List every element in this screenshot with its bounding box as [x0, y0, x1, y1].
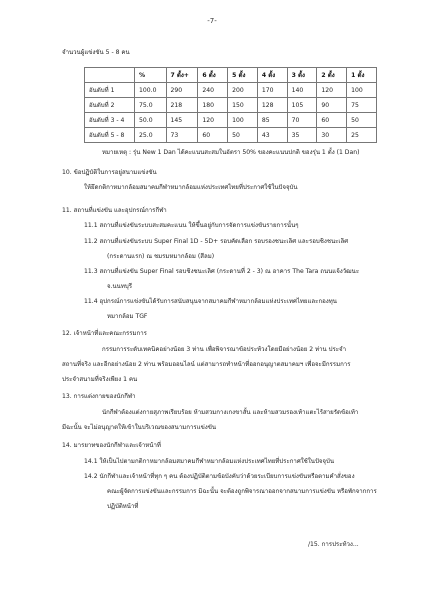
table-cell: 120: [198, 113, 228, 128]
table-cell: อันดับที่ 2: [85, 98, 135, 113]
header-cell: %: [135, 68, 166, 83]
paragraph-line: สถานที่จริง และอีกอย่างน้อย 2 ท่าน พร้อมออนไลน์ แต่สามารถทำหน้าที่ออกอนุญาตสมาคมฯ เพื่อจะมีกรรมการ: [62, 361, 351, 368]
page-number: -7-: [207, 17, 217, 25]
table-cell: 218: [166, 98, 198, 113]
table-cell: 180: [198, 98, 228, 113]
header-cell: [85, 68, 135, 83]
table-cell: 90: [317, 98, 347, 113]
table-cell: 170: [257, 83, 287, 98]
list-item: 14.1 ให้เป็นไปตามกติกาหมากล้อมสมาคมกีฬาหมากล้อมแห่งประเทศไทยที่ประกาศใช้ในปัจจุบัน: [84, 458, 335, 465]
table-cell: อันดับที่ 5 - 8: [85, 128, 135, 143]
table-cell: 25.0: [135, 128, 166, 143]
table-cell: 50.0: [135, 113, 166, 128]
paragraph-line: มีฉะนั้น จะไม่อนุญาตให้เข้าในบริเวณของสนามการแข่งขัน: [62, 424, 217, 431]
table-cell: 100: [347, 83, 377, 98]
section-heading: 14. มารยาทของนักกีฬาและเจ้าหน้าที่: [62, 442, 161, 449]
table-cell: 140: [287, 83, 317, 98]
list-item: 14.2 นักกีฬาและเจ้าหน้าที่ทุก ๆ คน ต้องปฏิบัติตามข้อบังคับว่าด้วยระเบียบการแข่งขันหรือตามคำสั่งของ: [84, 473, 355, 480]
header-cell: 5 ตั้ง: [228, 68, 258, 83]
section-heading: 12. เจ้าหน้าที่และคณะกรรมการ: [62, 330, 147, 337]
list-item: 11.1 สถานที่แข่งขันระบบสะสมคะแนน ให้ขึ้นอยู่กับการจัดการแข่งขันรายการนั้นๆ: [84, 222, 299, 229]
table-cell: 105: [287, 98, 317, 113]
section-heading: 11. สถานที่แข่งขัน และอุปกรณ์การกีฬา: [62, 207, 167, 214]
header-cell: 3 ตั้ง: [287, 68, 317, 83]
header-cell: 2 ตั้ง: [317, 68, 347, 83]
list-item-continued: จ.นนทบุรี: [107, 283, 132, 290]
list-item: 11.2 สถานที่แข่งขันระบบ Super Final 1D - 5D+ รอบคัดเลือก รอบรองชนะเลิศ และรอบชิงชนะเลิศ: [84, 238, 349, 245]
table-cell: 75: [347, 98, 377, 113]
table-cell: 128: [257, 98, 287, 113]
table-cell: 150: [228, 98, 258, 113]
list-item-continued: (กระดานแรก) ณ ชมรมหมากล้อม (สีลม): [107, 253, 215, 260]
section-heading: 10. ข้อปฏิบัติในการอยู่สนามแข่งขัน: [62, 169, 157, 176]
list-item-continued: ปฏิบัติหน้าที่: [107, 503, 139, 510]
table-cell: อันดับที่ 1: [85, 83, 135, 98]
table-cell: 50: [347, 113, 377, 128]
table-row: [85, 98, 377, 113]
table-row: [85, 83, 377, 98]
list-item-continued: หมากล้อม TGF: [107, 313, 148, 320]
table-cell: 25: [347, 128, 377, 143]
paragraph-line: ให้ยึดกติกาหมากล้อมสมาคมกีฬาหมากล้อมแห่งประเทศไทยที่ประกาศใช้ในปัจจุบัน: [84, 184, 298, 191]
table-cell: 75.0: [135, 98, 166, 113]
table-cell: 100: [228, 113, 258, 128]
table-cell: 30: [317, 128, 347, 143]
table-cell: 100.0: [135, 83, 166, 98]
score-table: [84, 67, 377, 143]
table-note: หมายเหตุ : รุ่น New 1 Dan ได้คะแนนสะสมในอัตรา 50% ของคะแนนปกติ ของรุ่น 1 ตั้ง (1 Dan): [102, 149, 360, 156]
table-caption: จำนวนผู้แข่งขัน 5 - 8 คน: [62, 49, 130, 56]
table-cell: 60: [198, 128, 228, 143]
header-cell: 4 ตั้ง: [257, 68, 287, 83]
table-cell: 120: [317, 83, 347, 98]
table-cell: 70: [287, 113, 317, 128]
table-cell: 35: [287, 128, 317, 143]
table-cell: 200: [228, 83, 258, 98]
table-row: [85, 128, 377, 143]
paragraph-line: กรรมการระดับเทคนิคอย่างน้อย 3 ท่าน เพื่อพิจารณาข้อประท้วงโดยมีอย่างน้อย 2 ท่าน ประจำ: [102, 346, 347, 353]
continuation-note: /15. การประท้วง...: [308, 541, 359, 548]
table-cell: อันดับที่ 3 - 4: [85, 113, 135, 128]
paragraph-line: ประจำสนามที่จริงเพียง 1 คน: [62, 376, 138, 383]
table-cell: 73: [166, 128, 198, 143]
list-item: 11.3 สถานที่แข่งขัน Super Final รอบชิงชนะเลิศ (กระดานที่ 2 - 3) ณ อาคาร The Tara ถนนแจ้งวัฒนะ: [84, 268, 360, 275]
table-cell: 240: [198, 83, 228, 98]
section-heading: 13. การแต่งกายของนักกีฬา: [62, 393, 136, 400]
list-item: 11.4 อุปกรณ์การแข่งขันได้รับการสนับสนุนจากสมาคมกีฬาหมากล้อมแห่งประเทศไทยและกองทุน: [84, 298, 337, 305]
header-cell: 1 ตั้ง: [347, 68, 377, 83]
table-cell: 145: [166, 113, 198, 128]
table-header-row: [85, 68, 377, 83]
table-cell: 85: [257, 113, 287, 128]
table-cell: 290: [166, 83, 198, 98]
table-row: [85, 113, 377, 128]
table-cell: 43: [257, 128, 287, 143]
header-cell: 7 ตั้ง+: [166, 68, 198, 83]
table-cell: 60: [317, 113, 347, 128]
list-item-continued: คณะผู้จัดการแข่งขันและกรรมการ มิฉะนั้น จะต้องถูกพิจารณาออกจากสนามการแข่งขัน หรือพักจากการ: [107, 488, 377, 495]
paragraph-line: นักกีฬาต้องแต่งกายสุภาพเรียบร้อย ห้ามสวมกางเกงขาสั้น และห้ามสวมรองเท้าแตะไร้สายรัดข้อเท้า: [102, 409, 359, 416]
header-cell: 6 ตั้ง: [198, 68, 228, 83]
table-cell: 50: [228, 128, 258, 143]
